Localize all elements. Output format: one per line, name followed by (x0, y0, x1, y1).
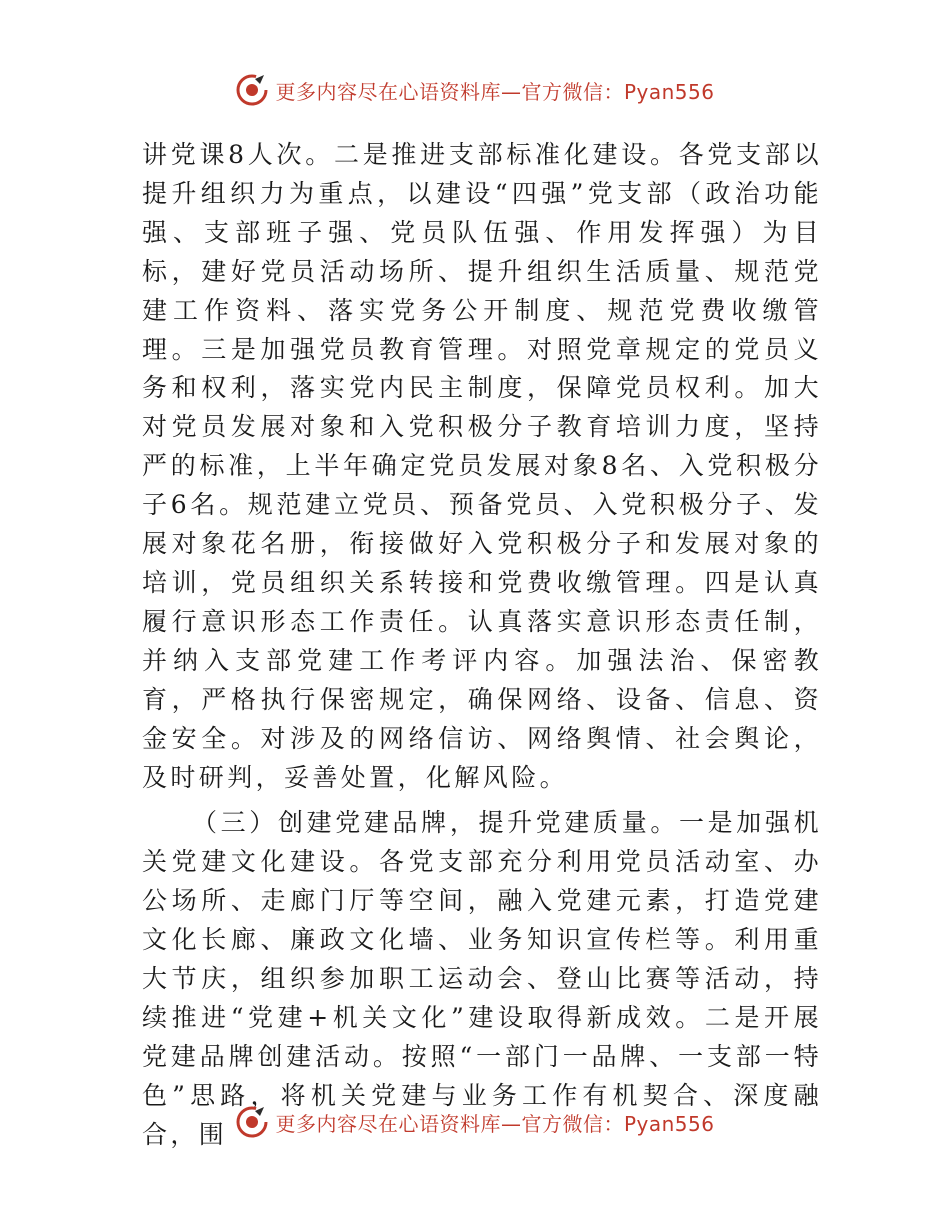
document-body (142, 136, 822, 1155)
footer-watermark (0, 1102, 950, 1142)
watermark-text: 更多内容尽在心语资料库—官方微信：Pyan556 (275, 1111, 715, 1136)
body-paragraph: 讲党课8人次。二是推进支部标准化建设。各党支部以提升组织力为重点，以建设“四强”党支部（政治功能强、支部班子强、党员队伍强、作用发挥强）为目标，建好党员活动场所、提升组织生活质量、规范党建工作资料、落实党务公开制度、规范党费收缴管理。三是加强党员教育管理。对照党章规定的党员义务和权利，落实党内民主制度，保障党员权利。加大对党员发展对象和入党积极分子教育培训力度，坚持严的标准，上半年确定党员发展对象8名、入党积极分子6名。规范建立党员、预备党员、入党积极分子、发展对象花名册，衔接做好入党积极分子和发展对象的培训，党员组织关系转接和党费收缴管理。四是认真履行意识形态工作责任。认真落实意识形态责任制，并纳入支部党建工作考评内容。加强法治、保密教育，严格执行保密规定，确保网络、设备、信息、资金安全。对涉及的网络信访、网络舆情、社会舆论，及时研判，妥善处置，化解风险。 (142, 140, 822, 792)
watermark-text: 更多内容尽在心语资料库—官方微信：Pyan556 (275, 79, 715, 104)
header-watermark (0, 70, 950, 110)
watermark-logo-icon (235, 1105, 269, 1139)
watermark-logo-icon (235, 73, 269, 107)
body-paragraph: （三）创建党建品牌，提升党建质量。一是加强机关党建文化建设。各党支部充分利用党员活动室、办公场所、走廊门厅等空间，融入党建元素，打造党建文化长廊、廉政文化墙、业务知识宣传栏等。利用重大节庆，组织参加职工运动会、登山比赛等活动，持续推进“党建+机关文化”建设取得新成效。二是开展党建品牌创建活动。按照“一部门一品牌、一支部一特色”思路，将机关党建与业务工作有机契合、深度融合，围 (142, 808, 822, 1149)
